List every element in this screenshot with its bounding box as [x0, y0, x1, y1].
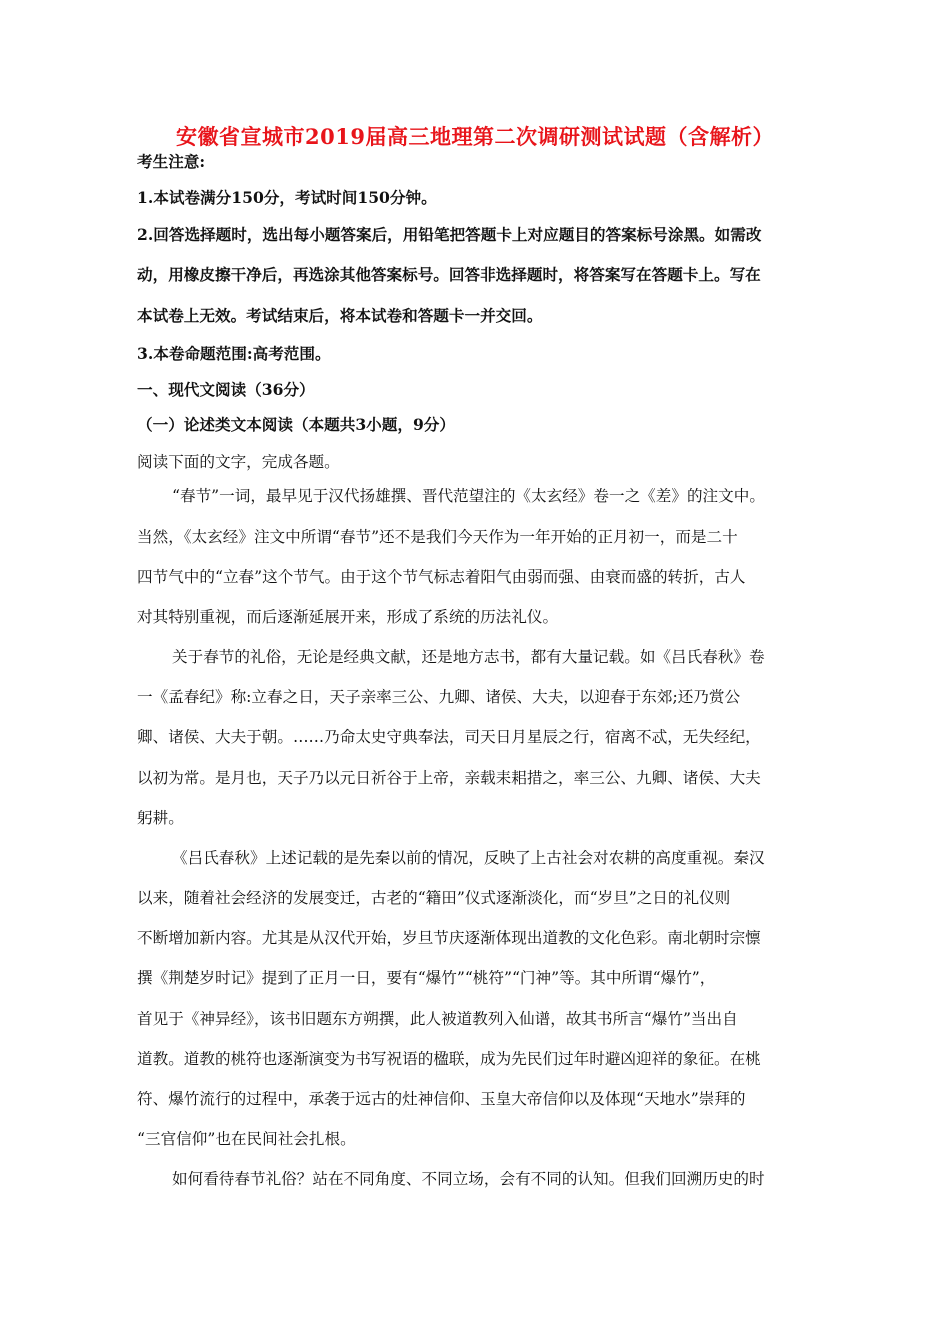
paragraph-line: 对其特别重视，而后逐渐延展开来，形成了系统的历法礼仪。 — [137, 608, 559, 626]
paragraph-line: 躬耕。 — [137, 809, 184, 827]
notice-item: 1.本试卷满分150分，考试时间150分钟。 — [137, 188, 437, 207]
paragraph-line: “三官信仰”也在民间社会扎根。 — [137, 1130, 356, 1148]
paragraph-line: 《吕氏春秋》上述记载的是先秦以前的情况，反映了上古社会对农耕的高度重视。秦汉 — [172, 849, 765, 867]
notice-heading: 考生注意: — [137, 152, 206, 171]
paragraph-line: 一《孟春纪》称:立春之日，天子亲率三公、九卿、诸侯、大夫，以迎春于东郊;还乃赏公 — [137, 688, 741, 706]
paragraph-line: 关于春节的礼俗，无论是经典文献，还是地方志书，都有大量记载。如《吕氏春秋》卷 — [172, 648, 765, 666]
subsection-heading: （一）论述类文本阅读（本题共3小题，9分） — [137, 415, 455, 434]
reading-instruction: 阅读下面的文字，完成各题。 — [137, 453, 340, 471]
notice-item: 动，用橡皮擦干净后，再选涂其他答案标号。回答非选择题时，将答案写在答题卡上。写在 — [137, 265, 761, 284]
paragraph-line: 道教。道教的桃符也逐渐演变为书写祝语的楹联，成为先民们过年时避凶迎祥的象征。在桃 — [137, 1050, 761, 1068]
document-title: 安徽省宣城市2019届高三地理第二次调研测试试题（含解析） — [176, 124, 774, 149]
paragraph-line: 卿、诸侯、大夫于朝。……乃命太史守典奉法，司天日月星辰之行，宿离不忒，无失经纪， — [137, 728, 761, 746]
paragraph-line: “春节”一词，最早见于汉代扬雄撰、晋代范望注的《太玄经》卷一之《差》的注文中。 — [172, 487, 765, 505]
paragraph-line: 四节气中的“立春”这个节气。由于这个节气标志着阳气由弱而强、由衰而盛的转折，古人 — [137, 568, 746, 586]
notice-item: 2.回答选择题时，选出每小题答案后，用铅笔把答题卡上对应题目的答案标号涂黑。如需改 — [137, 225, 762, 244]
paragraph-line: 首见于《神异经》，该书旧题东方朔撰，此人被道教列入仙谱，故其书所言“爆竹”当出自 — [137, 1010, 738, 1028]
section-heading: 一、现代文阅读（36分） — [137, 380, 315, 399]
paragraph-line: 以初为常。是月也，天子乃以元日祈谷于上帝，亲载耒耜措之，率三公、九卿、诸侯、大夫 — [137, 769, 761, 787]
paragraph-line: 当然，《太玄经》注文中所谓“春节”还不是我们今天作为一年开始的正月初一，而是二十 — [137, 528, 738, 546]
notice-item: 3.本卷命题范围:高考范围。 — [137, 344, 331, 363]
paragraph-line: 符、爆竹流行的过程中，承袭于远古的灶神信仰、玉皇大帝信仰以及体现“天地水”崇拜的 — [137, 1090, 746, 1108]
notice-item: 本试卷上无效。考试结束后，将本试卷和答题卡一并交回。 — [137, 306, 543, 325]
paragraph-line: 撰《荆楚岁时记》提到了正月一日，要有“爆竹”“桃符”“门神”等。其中所谓“爆竹”， — [137, 969, 716, 987]
paragraph-line: 如何看待春节礼俗？站在不同角度、不同立场，会有不同的认知。但我们回溯历史的时 — [172, 1170, 765, 1188]
paragraph-line: 以来，随着社会经济的发展变迁，古老的“籍田”仪式逐渐淡化，而“岁旦”之日的礼仪则 — [137, 889, 731, 907]
paragraph-line: 不断增加新内容。尤其是从汉代开始，岁旦节庆逐渐体现出道教的文化色彩。南北朝时宗懔 — [137, 929, 761, 947]
